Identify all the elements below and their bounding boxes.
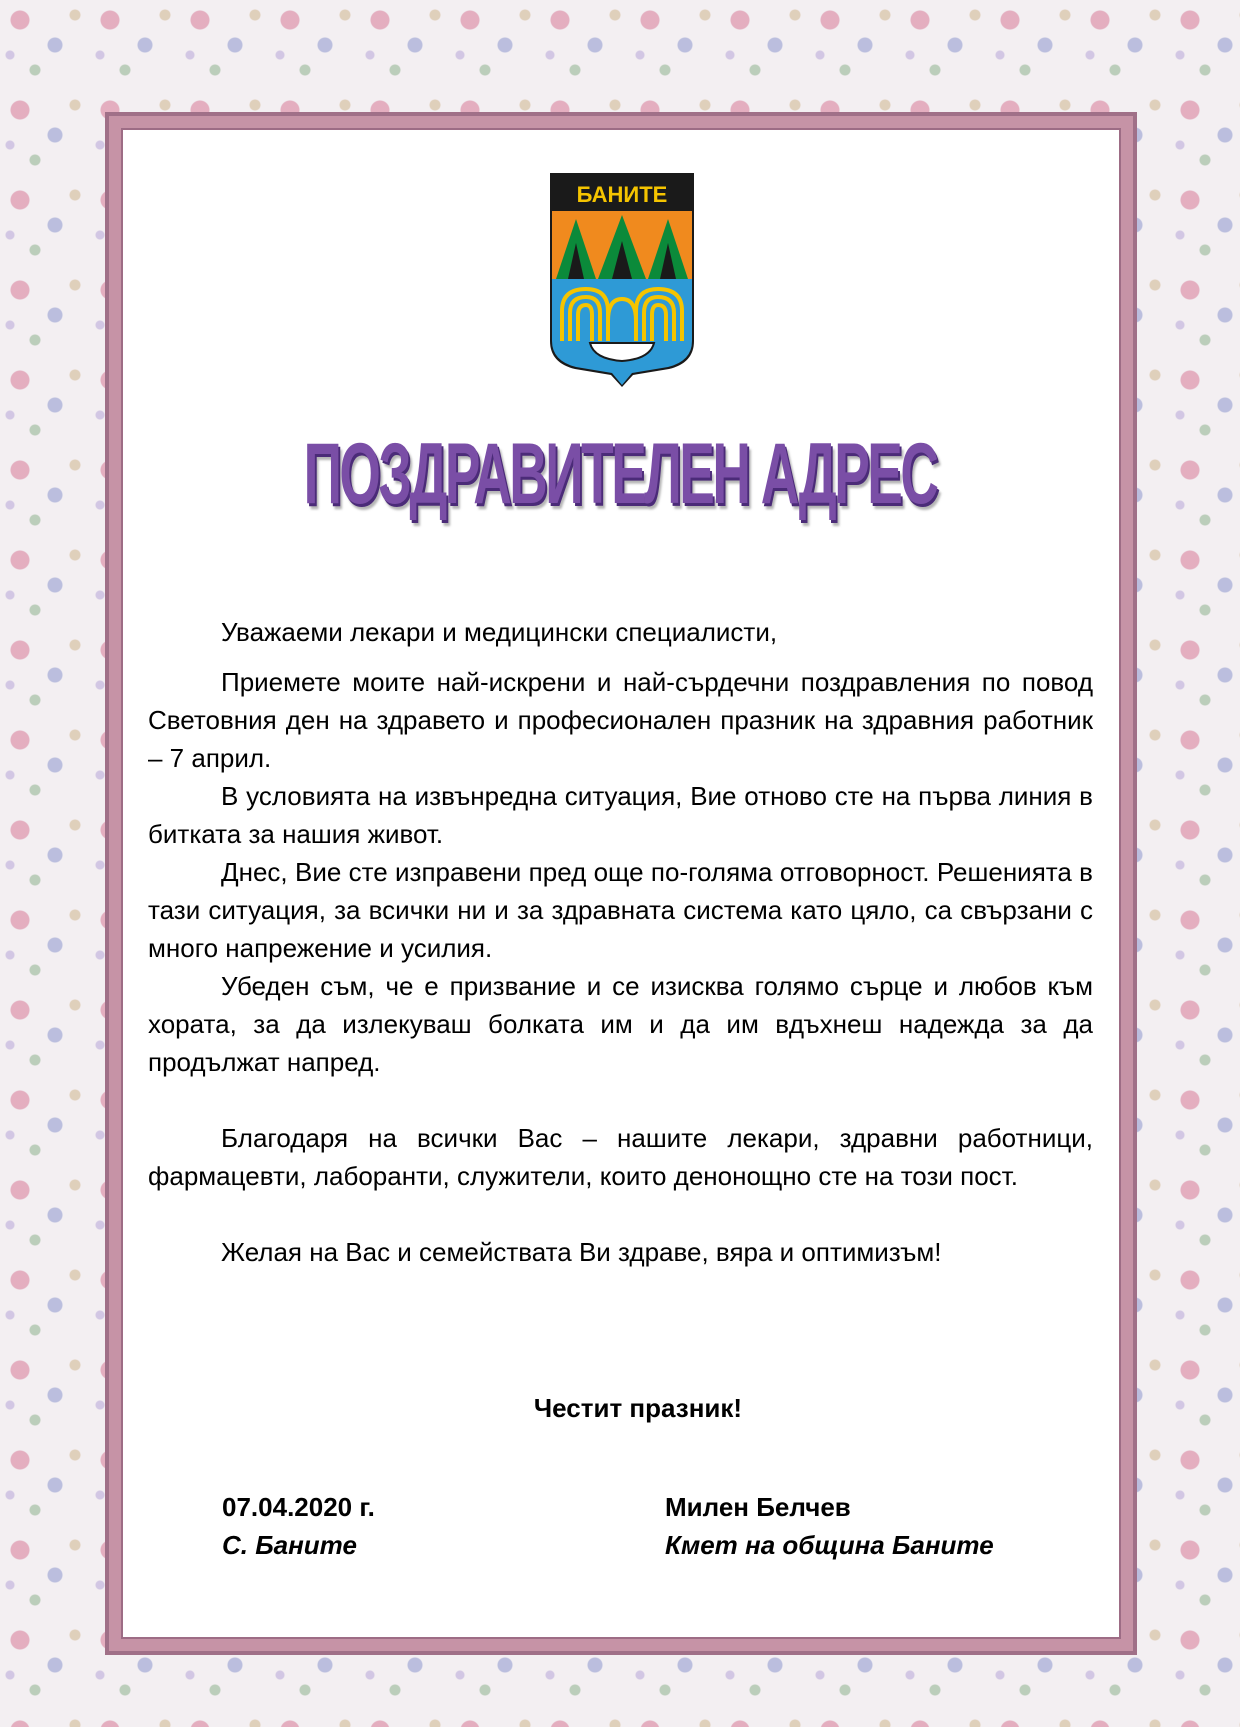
signature-author — [665, 1488, 994, 1564]
paragraph-thanks: Благодаря на всички Вас – нашите лекари, здравни работници, фармацевти, лаборанти, служители, които денонощно сте на този пост. — [148, 1123, 1093, 1191]
paragraph-congratulations: Приемете моите най-искрени и най-сърдечни поздравления по повод Световния ден на здравето и професионален празник на здравния работник – 7 април. — [148, 667, 1093, 773]
greeting: Уважаеми лекари и медицински специалисти, — [221, 617, 778, 647]
signature-date-place — [222, 1488, 375, 1564]
paragraph-emergency: В условията на извънредна ситуация, Вие отново сте на първа линия в битката за нашия живот. — [148, 781, 1093, 849]
crest-name: БАНИТЕ — [576, 182, 668, 207]
signature-place: С. Баните — [222, 1530, 357, 1560]
page-title: ПОЗДРАВИТЕЛЕН АДРЕС — [303, 426, 937, 522]
paragraph-wish: Желая на Вас и семействата Ви здраве, вяра и оптимизъм! — [221, 1237, 942, 1267]
coat-of-arms — [548, 171, 696, 387]
letter-body — [148, 613, 1093, 1271]
signature-name: Милен Белчев — [665, 1492, 851, 1522]
closing: Честит празник! — [533, 1393, 743, 1423]
signature-position: Кмет на община Баните — [665, 1530, 994, 1560]
paragraph-calling: Убеден съм, че е призвание и се изисква голямо сърце и любов към хората, за да излекуваш болката им и да им вдъхнеш надежда за да продължат напред. — [148, 971, 1093, 1077]
signature-date: 07.04.2020 г. — [222, 1492, 375, 1522]
paragraph-responsibility: Днес, Вие сте изправени пред още по-голяма отговорност. Решенията в тази ситуация, за всички ни и за здравната система като цяло, са свързани с много напрежение и усилия. — [148, 857, 1093, 963]
